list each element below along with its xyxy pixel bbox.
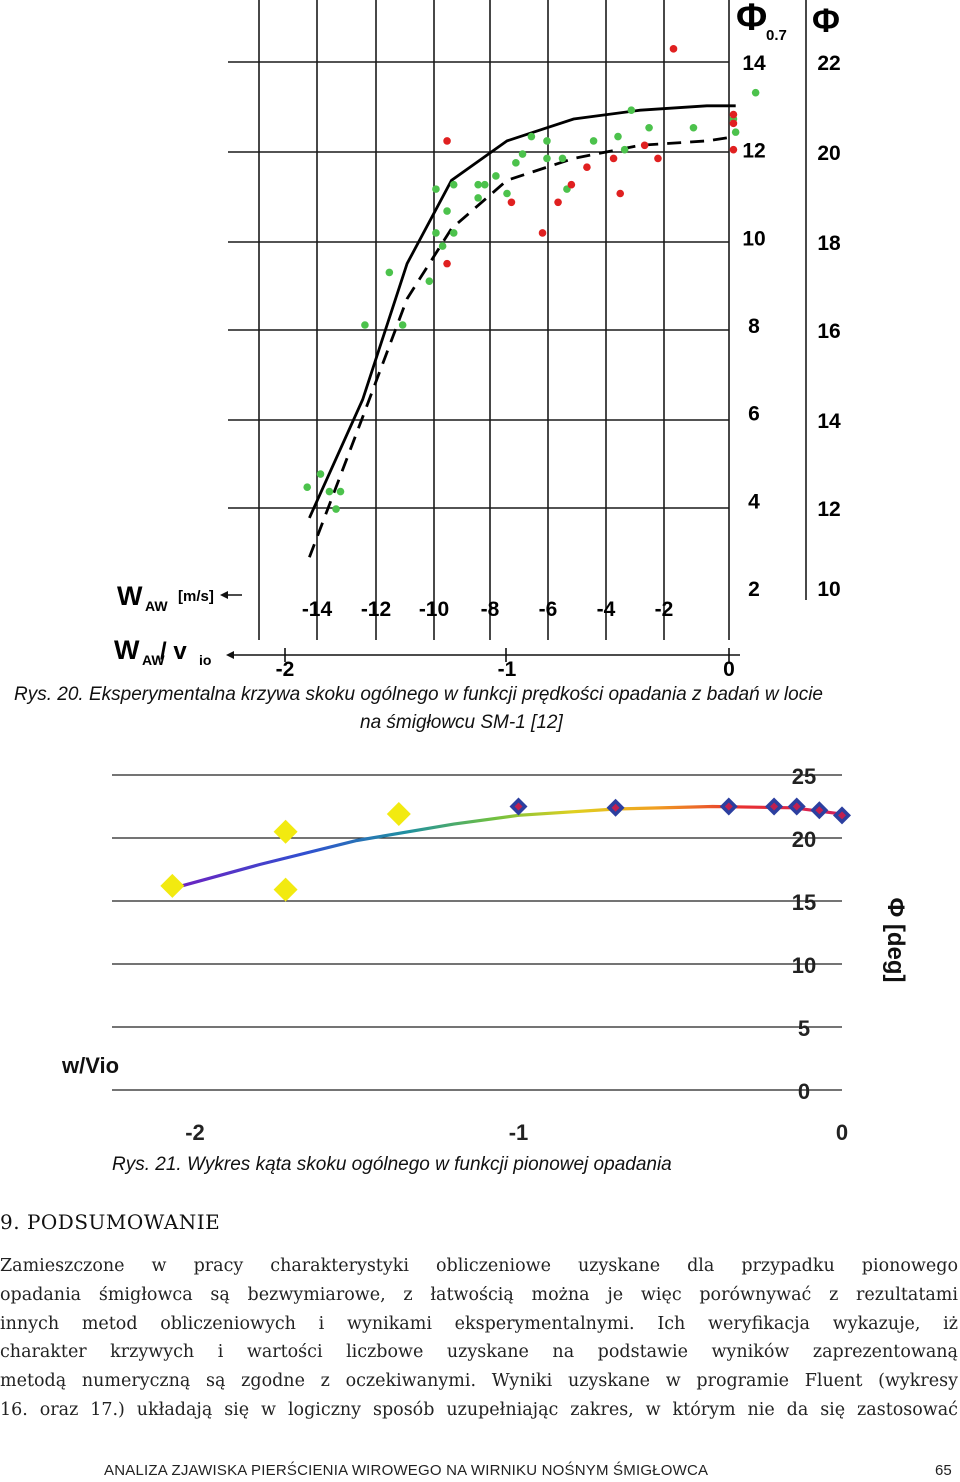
body-line: innych metod obliczeniowych i wynikami eksperymentalnymi. Ich weryfikacja wykazuje, iż bbox=[0, 1313, 958, 1334]
phi-tick-label: 16 bbox=[817, 320, 841, 343]
yellow-diamond-marker bbox=[160, 874, 184, 898]
ratio-axis-label: W bbox=[114, 635, 140, 665]
body-line: metodą numeryczną są zgodne z oczekiwanymi. Wyniki uzyskane w programie Fluent (wykresy bbox=[0, 1371, 958, 1392]
arrow-head bbox=[220, 591, 228, 599]
waw-tick-label: -10 bbox=[418, 598, 450, 621]
ratio-axis-label-tail: / v bbox=[160, 638, 187, 665]
red-data-point bbox=[539, 229, 547, 237]
red-data-point bbox=[730, 111, 738, 119]
phi07-tick-label: 6 bbox=[748, 402, 760, 426]
body-line: Zamieszczone w pracy charakterystyki obliczeniowe uzyskane dla przypadku pionowego bbox=[0, 1256, 958, 1276]
waw-tick-label: -8 bbox=[480, 598, 500, 621]
phi-tick-label: 14 bbox=[817, 410, 841, 433]
green-data-point bbox=[474, 194, 482, 202]
green-data-point bbox=[503, 190, 511, 198]
waw-tick-label: -14 bbox=[301, 598, 333, 621]
yellow-diamond-marker bbox=[387, 802, 411, 826]
phi-tick-label: 22 bbox=[817, 52, 841, 75]
red-data-point bbox=[730, 120, 738, 128]
red-data-point bbox=[730, 146, 738, 154]
phi-axis-label: Φ bbox=[812, 2, 840, 40]
ratio-axis-subscript: AW bbox=[142, 652, 165, 668]
green-data-point bbox=[645, 124, 653, 132]
phi07-tick-label: 12 bbox=[742, 139, 766, 163]
phi-tick-label: 10 bbox=[817, 578, 841, 601]
figure-1-caption: Rys. 20. Eksperymentalna krzywa skoku ogólnego w funkcji prędkości opadania z badań w locie bbox=[14, 684, 823, 705]
green-data-point bbox=[361, 321, 369, 329]
red-data-point bbox=[443, 260, 451, 268]
y-tick-label: 5 bbox=[797, 1016, 811, 1041]
running-title: ANALIZA ZJAWISKA PIERŚCIENIA WIROWEGO NA WIRNIKU NOŚNYM ŚMIGŁOWCA bbox=[104, 1462, 709, 1479]
green-data-point bbox=[559, 155, 567, 163]
section-body bbox=[0, 1252, 960, 1425]
phi-tick-label: 12 bbox=[817, 498, 841, 521]
waw-tick-label: -6 bbox=[538, 598, 558, 621]
green-data-point bbox=[528, 133, 536, 141]
red-data-point bbox=[554, 198, 562, 206]
yellow-diamond-marker bbox=[274, 820, 298, 844]
red-data-point bbox=[670, 45, 678, 53]
red-data-point bbox=[641, 141, 649, 149]
y-tick-label: 10 bbox=[791, 953, 817, 978]
figure-1-caption-continued: na śmigłowcu SM-1 [12] bbox=[360, 712, 563, 733]
phi07-axis-label: Φ bbox=[736, 0, 768, 39]
body-line: 16. oraz 17.) układają się w logiczny sposób uzupełniając zakres, w którym nie da się zastosować bbox=[0, 1399, 958, 1420]
green-data-point bbox=[317, 470, 325, 478]
green-data-point bbox=[432, 229, 440, 237]
x-tick-label: 0 bbox=[835, 1120, 849, 1145]
green-data-point bbox=[303, 483, 311, 491]
green-data-point bbox=[326, 488, 334, 496]
x-tick-label: -2 bbox=[185, 1120, 205, 1145]
green-data-point bbox=[621, 146, 629, 154]
green-data-point bbox=[590, 137, 598, 145]
green-data-point bbox=[481, 181, 489, 189]
waw-tick-label: -12 bbox=[360, 598, 392, 621]
red-data-point bbox=[443, 137, 451, 145]
ratio-tick-label: -1 bbox=[497, 658, 517, 680]
red-data-point bbox=[568, 181, 576, 189]
body-line: charakter krzywych i wartości liczbowe uzyskane na podstawie wyników zaprezentowaną bbox=[0, 1342, 958, 1363]
green-data-point bbox=[628, 106, 636, 114]
arrow-head bbox=[226, 651, 234, 659]
x-axis-label: w/Vio bbox=[62, 1053, 120, 1078]
y-tick-label: 15 bbox=[791, 890, 817, 915]
green-data-point bbox=[386, 269, 394, 277]
figure-1-chart bbox=[0, 0, 960, 680]
figure-2-caption: Rys. 21. Wykres kąta skoku ogólnego w funkcji pionowej opadania bbox=[112, 1154, 672, 1175]
green-data-point bbox=[512, 159, 520, 167]
phi07-tick-label: 4 bbox=[748, 490, 760, 514]
green-data-point bbox=[399, 321, 407, 329]
red-data-point bbox=[583, 163, 591, 171]
red-data-point bbox=[654, 155, 662, 163]
waw-tick-label: -4 bbox=[596, 598, 616, 621]
dashed-curve bbox=[309, 137, 735, 558]
green-data-point bbox=[690, 124, 698, 132]
y-tick-label: 25 bbox=[791, 764, 817, 789]
y-tick-label: 20 bbox=[791, 827, 817, 852]
phi07-tick-label: 10 bbox=[742, 227, 766, 251]
green-data-point bbox=[443, 207, 451, 215]
fit-curve bbox=[172, 807, 842, 889]
green-data-point bbox=[474, 181, 482, 189]
phi07-tick-label: 8 bbox=[748, 315, 760, 338]
section-heading: 9. PODSUMOWANIE bbox=[0, 1210, 221, 1234]
y-tick-label: 0 bbox=[797, 1079, 811, 1104]
red-data-point bbox=[508, 198, 516, 206]
ratio-tick-label: -2 bbox=[275, 658, 295, 680]
waw-tick-label: -2 bbox=[654, 598, 674, 621]
red-data-point bbox=[616, 190, 624, 198]
body-line: opadania śmigłowca są bezwymiarowe, z łatwością można je więc porównywać z rezultatami bbox=[0, 1284, 958, 1305]
green-data-point bbox=[432, 185, 440, 193]
y-axis-label: Φ [deg] bbox=[882, 897, 909, 983]
ratio-axis-tail-subscript: io bbox=[199, 652, 212, 668]
waw-axis-subscript: AW bbox=[145, 598, 168, 614]
green-data-point bbox=[519, 150, 527, 158]
green-data-point bbox=[332, 505, 340, 513]
ratio-tick-label: 0 bbox=[723, 658, 735, 680]
figure-2-chart bbox=[0, 760, 960, 1155]
green-data-point bbox=[543, 155, 551, 163]
x-tick-label: -1 bbox=[508, 1120, 529, 1145]
green-data-point bbox=[439, 242, 447, 250]
phi-tick-label: 18 bbox=[817, 232, 841, 255]
green-data-point bbox=[426, 277, 434, 285]
green-data-point bbox=[614, 133, 622, 141]
green-data-point bbox=[337, 488, 345, 496]
green-data-point bbox=[450, 181, 458, 189]
red-data-point bbox=[610, 155, 618, 163]
green-data-point bbox=[543, 137, 551, 145]
page-number: 65 bbox=[935, 1462, 952, 1479]
green-data-point bbox=[752, 89, 760, 97]
green-data-point bbox=[450, 229, 458, 237]
solid-curve bbox=[309, 106, 735, 518]
yellow-diamond-marker bbox=[274, 878, 298, 902]
waw-axis-unit: [m/s] bbox=[178, 588, 214, 605]
green-data-point bbox=[492, 172, 500, 180]
phi07-axis-subscript: 0.7 bbox=[766, 27, 787, 44]
green-data-point bbox=[732, 128, 740, 136]
phi07-tick-label: 14 bbox=[742, 52, 766, 75]
phi-tick-label: 20 bbox=[817, 142, 841, 165]
waw-axis-label: W bbox=[117, 581, 143, 611]
phi07-tick-label: 2 bbox=[748, 578, 760, 601]
